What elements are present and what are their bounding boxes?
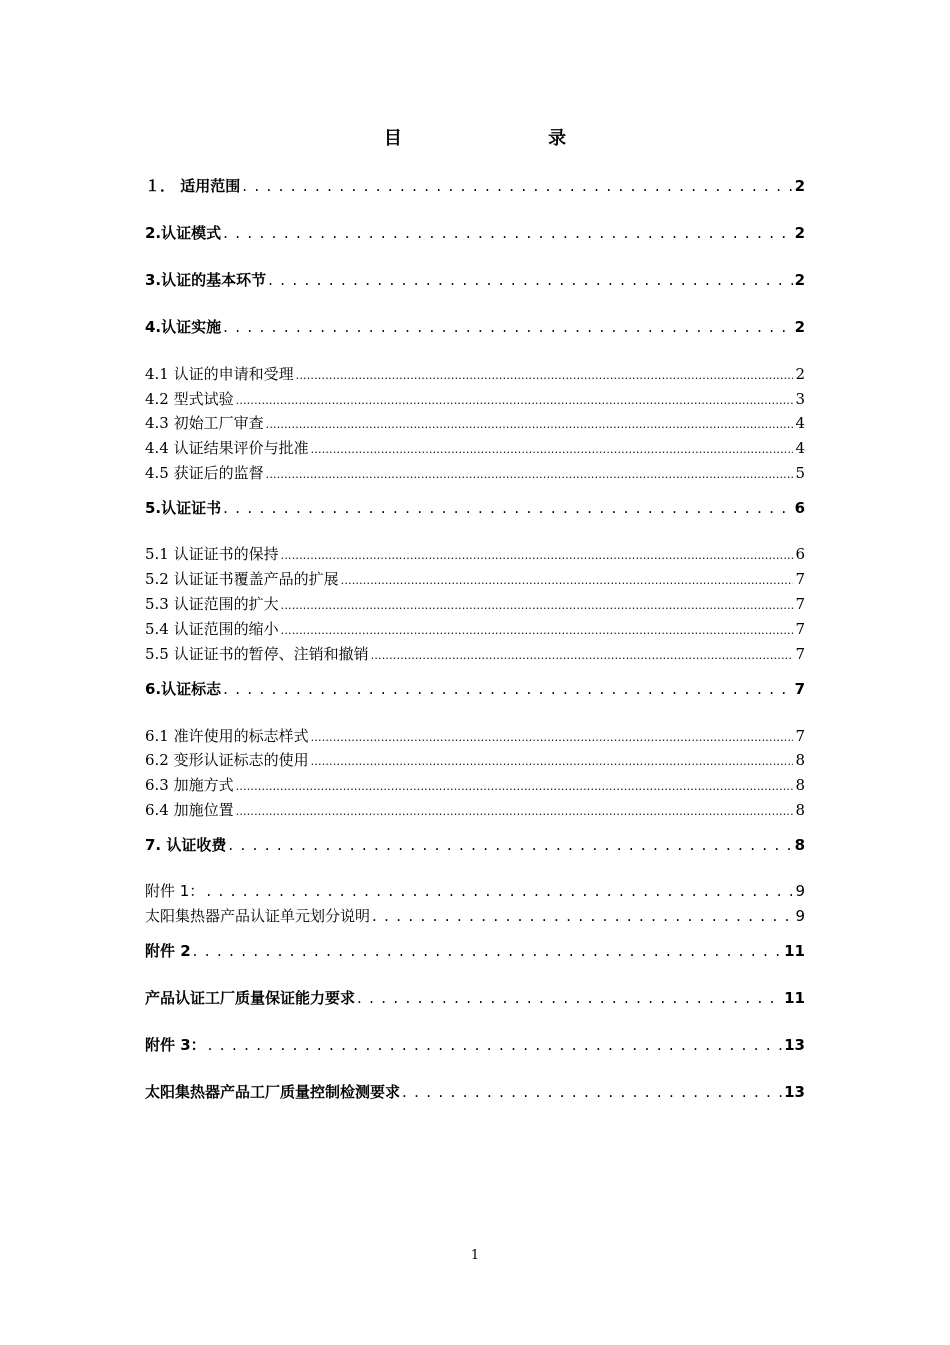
toc-dot-leader bbox=[266, 464, 794, 482]
toc-entry-label: 4.5 获证后的监督 bbox=[145, 464, 264, 482]
toc-entry-label: 5.5 认证证书的暂停、注销和撤销 bbox=[145, 645, 369, 663]
toc-entry-page: 3 bbox=[795, 390, 805, 408]
toc-dot-leader bbox=[268, 271, 792, 289]
toc-dot-leader bbox=[228, 836, 792, 854]
toc-entry[interactable] bbox=[145, 568, 805, 589]
toc-entry-page: 9 bbox=[795, 907, 805, 925]
toc-dot-leader bbox=[281, 620, 794, 638]
toc-entry-page: 2 bbox=[794, 318, 805, 336]
toc-entry[interactable] bbox=[145, 643, 805, 664]
toc-entry-label: １． 适用范围 bbox=[145, 177, 241, 195]
toc-entry-label: 6.4 加施位置 bbox=[145, 801, 234, 819]
toc-entry[interactable] bbox=[145, 905, 805, 926]
toc-dot-leader bbox=[242, 177, 792, 195]
toc-entry-label: 4.2 型式试验 bbox=[145, 390, 234, 408]
toc-entry[interactable] bbox=[145, 834, 805, 855]
toc-entry-label: 5.2 认证证书覆盖产品的扩展 bbox=[145, 570, 339, 588]
toc-dot-leader bbox=[266, 414, 794, 432]
toc-entry-page: 8 bbox=[795, 801, 805, 819]
toc-entry-label: 2.认证模式 bbox=[145, 224, 222, 242]
toc-entry[interactable] bbox=[145, 774, 805, 795]
toc-entry-page: 7 bbox=[795, 595, 805, 613]
toc-entry-page: 7 bbox=[795, 620, 805, 638]
toc-entry[interactable] bbox=[145, 222, 805, 243]
page-number: 1 bbox=[470, 1248, 480, 1263]
toc-entry[interactable] bbox=[145, 880, 805, 901]
toc-entry-page: 4 bbox=[795, 439, 805, 457]
toc-entry[interactable] bbox=[145, 316, 805, 337]
toc-entry-page: 5 bbox=[795, 464, 805, 482]
toc-entry-label: 6.1 准许使用的标志样式 bbox=[145, 727, 309, 745]
toc-dot-leader bbox=[223, 499, 792, 517]
toc-entry[interactable] bbox=[145, 987, 805, 1008]
toc-entry[interactable] bbox=[145, 940, 805, 961]
toc-entry[interactable] bbox=[145, 618, 805, 639]
toc-dot-leader bbox=[341, 570, 794, 588]
toc-entry[interactable] bbox=[145, 175, 805, 196]
toc-dot-leader bbox=[236, 801, 794, 819]
toc-entry[interactable] bbox=[145, 1081, 805, 1102]
toc-entry[interactable] bbox=[145, 388, 805, 409]
toc-entry-page: 9 bbox=[795, 882, 805, 900]
toc-dot-leader bbox=[223, 318, 792, 336]
toc-entry-page: 7 bbox=[795, 645, 805, 663]
toc-dot-leader bbox=[223, 224, 792, 242]
toc-entry-label: 3.认证的基本环节 bbox=[145, 271, 267, 289]
toc-entry[interactable] bbox=[145, 269, 805, 290]
toc-entry-page: 2 bbox=[794, 271, 805, 289]
toc-entry[interactable] bbox=[145, 725, 805, 746]
toc-entry[interactable] bbox=[145, 437, 805, 458]
toc-entry-label: 产品认证工厂质量保证能力要求 bbox=[145, 989, 356, 1007]
toc-entry-page: 2 bbox=[794, 224, 805, 242]
toc-entry[interactable] bbox=[145, 678, 805, 699]
toc-entry-label: 太阳集热器产品认证单元划分说明 bbox=[145, 907, 371, 925]
toc-entry-label: 6.2 变形认证标志的使用 bbox=[145, 751, 309, 769]
toc-dot-leader bbox=[402, 1083, 782, 1101]
toc-title: 目 录 bbox=[383, 128, 637, 149]
toc-entry[interactable] bbox=[145, 363, 805, 384]
toc-entry-page: 2 bbox=[795, 365, 805, 383]
toc-entry[interactable] bbox=[145, 412, 805, 433]
toc-dot-leader bbox=[193, 942, 782, 960]
toc-entry-label: 5.认证证书 bbox=[145, 499, 222, 517]
toc-entry-page: 8 bbox=[795, 776, 805, 794]
toc-entry[interactable] bbox=[145, 497, 805, 518]
toc-entry-page: 7 bbox=[795, 727, 805, 745]
toc-entry-page: 7 bbox=[794, 680, 805, 698]
toc-entry[interactable] bbox=[145, 749, 805, 770]
toc-entry-label: 6.认证标志 bbox=[145, 680, 222, 698]
toc-dot-leader bbox=[208, 1036, 782, 1054]
toc-entry-label: 5.1 认证证书的保持 bbox=[145, 545, 279, 563]
toc-entry-label: 4.4 认证结果评价与批准 bbox=[145, 439, 309, 457]
toc-entry-page: 13 bbox=[784, 1083, 805, 1101]
toc-entry-page: 11 bbox=[784, 989, 805, 1007]
toc-entry-label: 附件 3： bbox=[145, 1036, 206, 1054]
toc-dot-leader bbox=[311, 727, 794, 745]
toc-entry-label: 7. 认证收费 bbox=[145, 836, 227, 854]
toc-dot-leader bbox=[281, 595, 794, 613]
toc-entry-label: 5.4 认证范围的缩小 bbox=[145, 620, 279, 638]
toc-entry-page: 8 bbox=[794, 836, 805, 854]
toc-dot-leader bbox=[236, 776, 794, 794]
toc-entry-page: 6 bbox=[795, 545, 805, 563]
toc-dot-leader bbox=[311, 751, 794, 769]
toc-entry-label: 附件 2 bbox=[145, 942, 191, 960]
toc-entry-page: 2 bbox=[794, 177, 805, 195]
toc-entry-page: 7 bbox=[795, 570, 805, 588]
toc-dot-leader bbox=[206, 882, 793, 900]
toc-entry-label: 4.1 认证的申请和受理 bbox=[145, 365, 294, 383]
toc-dot-leader bbox=[223, 680, 792, 698]
toc-entry-label: 5.3 认证范围的扩大 bbox=[145, 595, 279, 613]
toc-dot-leader bbox=[296, 365, 794, 383]
toc-entry[interactable] bbox=[145, 1034, 805, 1055]
toc-entry-label: 太阳集热器产品工厂质量控制检测要求 bbox=[145, 1083, 401, 1101]
toc-dot-leader bbox=[372, 907, 793, 925]
toc-dot-leader bbox=[357, 989, 782, 1007]
toc-entry[interactable] bbox=[145, 543, 805, 564]
toc-entry[interactable] bbox=[145, 593, 805, 614]
toc-entry-label: 6.3 加施方式 bbox=[145, 776, 234, 794]
toc-entry[interactable] bbox=[145, 462, 805, 483]
toc-dot-leader bbox=[311, 439, 794, 457]
toc-entry-page: 4 bbox=[795, 414, 805, 432]
toc-entry-label: 4.3 初始工厂审查 bbox=[145, 414, 264, 432]
toc-entry-label: 附件 1： bbox=[145, 882, 205, 900]
toc-entry-page: 11 bbox=[784, 942, 805, 960]
toc-entry-label: 4.认证实施 bbox=[145, 318, 222, 336]
toc-entry-page: 13 bbox=[784, 1036, 805, 1054]
toc-entry-page: 6 bbox=[794, 499, 805, 517]
toc-dot-leader bbox=[281, 545, 794, 563]
toc-entry-page: 8 bbox=[795, 751, 805, 769]
toc-dot-leader bbox=[371, 645, 794, 663]
toc-entry[interactable] bbox=[145, 799, 805, 820]
toc-dot-leader bbox=[236, 390, 794, 408]
